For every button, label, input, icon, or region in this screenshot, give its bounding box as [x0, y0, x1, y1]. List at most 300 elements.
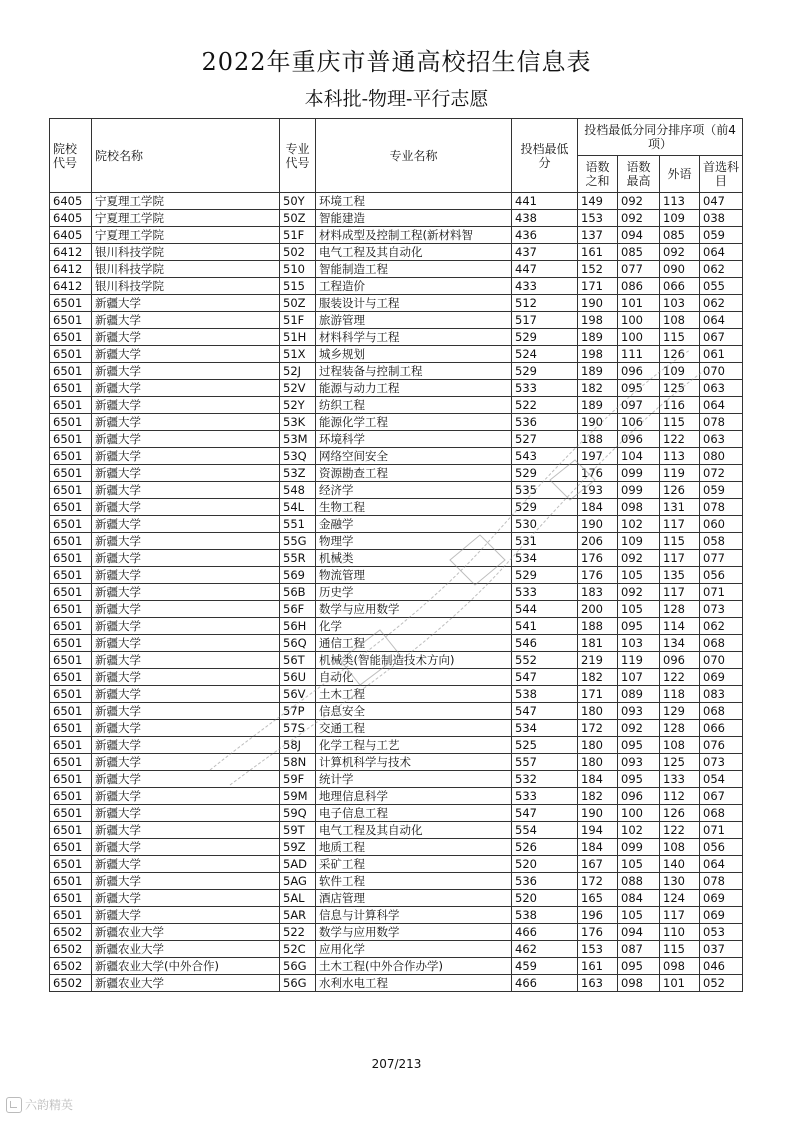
cell-yushu-max: 107: [618, 669, 660, 686]
cell-school-code: 6501: [50, 686, 92, 703]
cell-min-score: 526: [512, 839, 578, 856]
cell-school-name: 新疆大学: [92, 652, 280, 669]
cell-school-code: 6412: [50, 278, 92, 295]
cell-yushu-max: 094: [618, 924, 660, 941]
table-row: [50, 516, 743, 533]
cell-foreign-score: 118: [660, 686, 700, 703]
cell-yushu-max: 089: [618, 686, 660, 703]
cell-elective-score: 053: [700, 924, 743, 941]
cell-elective-score: 052: [700, 975, 743, 992]
cell-min-score: 520: [512, 856, 578, 873]
cell-major-name: 自动化: [316, 669, 512, 686]
cell-min-score: 547: [512, 805, 578, 822]
cell-foreign-score: 122: [660, 669, 700, 686]
cell-elective-score: 064: [700, 244, 743, 261]
cell-foreign-score: 131: [660, 499, 700, 516]
cell-yushu-sum: 198: [578, 312, 618, 329]
table-row: [50, 363, 743, 380]
cell-school-name: 新疆大学: [92, 856, 280, 873]
cell-yushu-max: 101: [618, 295, 660, 312]
cell-major-code: 57P: [280, 703, 316, 720]
cell-min-score: 520: [512, 890, 578, 907]
cell-yushu-sum: 182: [578, 380, 618, 397]
cell-yushu-sum: 190: [578, 516, 618, 533]
cell-min-score: 546: [512, 635, 578, 652]
cell-min-score: 436: [512, 227, 578, 244]
cell-foreign-score: 109: [660, 363, 700, 380]
cell-foreign-score: 126: [660, 346, 700, 363]
cell-major-code: 53Q: [280, 448, 316, 465]
cell-yushu-max: 092: [618, 193, 660, 210]
cell-school-code: 6501: [50, 890, 92, 907]
cell-school-name: 新疆大学: [92, 295, 280, 312]
cell-school-name: 新疆大学: [92, 788, 280, 805]
cell-major-code: 50Z: [280, 295, 316, 312]
cell-school-code: 6502: [50, 941, 92, 958]
cell-yushu-sum: 184: [578, 499, 618, 516]
cell-yushu-sum: 188: [578, 431, 618, 448]
cell-major-name: 过程装备与控制工程: [316, 363, 512, 380]
cell-yushu-sum: 206: [578, 533, 618, 550]
cell-major-name: 数学与应用数学: [316, 601, 512, 618]
cell-yushu-sum: 196: [578, 907, 618, 924]
table-row: [50, 771, 743, 788]
cell-school-code: 6501: [50, 839, 92, 856]
cell-major-code: 56V: [280, 686, 316, 703]
cell-school-code: 6501: [50, 346, 92, 363]
cell-yushu-sum: 194: [578, 822, 618, 839]
cell-yushu-max: 105: [618, 856, 660, 873]
cell-yushu-max: 092: [618, 584, 660, 601]
table-row: [50, 941, 743, 958]
cell-yushu-max: 102: [618, 516, 660, 533]
table-row: [50, 618, 743, 635]
cell-major-code: 59F: [280, 771, 316, 788]
page-title: 2022年重庆市普通高校招生信息表: [201, 48, 592, 76]
cell-foreign-score: 109: [660, 210, 700, 227]
cell-major-name: 资源勘查工程: [316, 465, 512, 482]
cell-elective-score: 037: [700, 941, 743, 958]
cell-foreign-score: 122: [660, 822, 700, 839]
cell-elective-score: 062: [700, 618, 743, 635]
table-row: [50, 227, 743, 244]
cell-school-name: 新疆大学: [92, 669, 280, 686]
cell-major-name: 物理学: [316, 533, 512, 550]
cell-foreign-score: 101: [660, 975, 700, 992]
cell-school-name: 新疆大学: [92, 584, 280, 601]
cell-school-name: 新疆大学: [92, 805, 280, 822]
table-row: [50, 380, 743, 397]
table-row: [50, 329, 743, 346]
cell-yushu-sum: 183: [578, 584, 618, 601]
cell-school-name: 新疆大学: [92, 346, 280, 363]
cell-elective-score: 070: [700, 363, 743, 380]
cell-min-score: 531: [512, 533, 578, 550]
cell-elective-score: 061: [700, 346, 743, 363]
cell-major-name: 能源与动力工程: [316, 380, 512, 397]
cell-elective-score: 070: [700, 652, 743, 669]
cell-major-code: 53K: [280, 414, 316, 431]
cell-elective-score: 069: [700, 890, 743, 907]
cell-school-name: 新疆大学: [92, 448, 280, 465]
cell-elective-score: 062: [700, 295, 743, 312]
cell-yushu-max: 094: [618, 227, 660, 244]
cell-school-name: 新疆大学: [92, 839, 280, 856]
table-row: [50, 975, 743, 992]
cell-foreign-score: 126: [660, 482, 700, 499]
cell-min-score: 538: [512, 907, 578, 924]
cell-min-score: 536: [512, 414, 578, 431]
cell-yushu-max: 092: [618, 720, 660, 737]
cell-foreign-score: 140: [660, 856, 700, 873]
cell-yushu-max: 098: [618, 499, 660, 516]
cell-school-name: 新疆大学: [92, 754, 280, 771]
header-yushu-max: 语数最高: [618, 156, 660, 193]
cell-major-code: 52V: [280, 380, 316, 397]
cell-yushu-max: 119: [618, 652, 660, 669]
cell-school-code: 6501: [50, 907, 92, 924]
cell-yushu-sum: 149: [578, 193, 618, 210]
cell-elective-score: 077: [700, 550, 743, 567]
table-row: [50, 890, 743, 907]
cell-elective-score: 056: [700, 839, 743, 856]
cell-school-code: 6501: [50, 533, 92, 550]
page-number: 207/213: [371, 1057, 422, 1071]
cell-major-code: 5AR: [280, 907, 316, 924]
cell-yushu-max: 099: [618, 482, 660, 499]
cell-yushu-sum: 165: [578, 890, 618, 907]
table-row: [50, 669, 743, 686]
cell-school-code: 6501: [50, 720, 92, 737]
table-body: [50, 193, 743, 992]
cell-school-name: 银川科技学院: [92, 278, 280, 295]
cell-major-code: 56B: [280, 584, 316, 601]
cell-foreign-score: 126: [660, 805, 700, 822]
header-major-name: 专业名称: [316, 119, 512, 193]
cell-yushu-sum: 184: [578, 771, 618, 788]
cell-major-name: 应用化学: [316, 941, 512, 958]
cell-foreign-score: 112: [660, 788, 700, 805]
table-row: [50, 686, 743, 703]
table-row: [50, 652, 743, 669]
cell-school-name: 新疆大学: [92, 431, 280, 448]
cell-major-code: 55G: [280, 533, 316, 550]
cell-elective-score: 066: [700, 720, 743, 737]
cell-major-code: 551: [280, 516, 316, 533]
cell-major-code: 56U: [280, 669, 316, 686]
table-row: [50, 754, 743, 771]
cell-foreign-score: 103: [660, 295, 700, 312]
cell-elective-score: 047: [700, 193, 743, 210]
cell-min-score: 529: [512, 465, 578, 482]
cell-min-score: 525: [512, 737, 578, 754]
cell-elective-score: 071: [700, 584, 743, 601]
cell-major-name: 化学工程与工艺: [316, 737, 512, 754]
cell-major-name: 材料成型及控制工程(新材料智: [316, 227, 512, 244]
cell-yushu-max: 105: [618, 601, 660, 618]
cell-major-code: 52J: [280, 363, 316, 380]
cell-elective-score: 078: [700, 414, 743, 431]
cell-foreign-score: 117: [660, 516, 700, 533]
cell-school-code: 6501: [50, 567, 92, 584]
cell-elective-score: 064: [700, 397, 743, 414]
cell-major-code: 51F: [280, 312, 316, 329]
cell-school-code: 6501: [50, 737, 92, 754]
cell-major-code: 56Q: [280, 635, 316, 652]
cell-school-name: 宁夏理工学院: [92, 210, 280, 227]
cell-min-score: 529: [512, 499, 578, 516]
cell-min-score: 533: [512, 584, 578, 601]
cell-min-score: 532: [512, 771, 578, 788]
cell-yushu-sum: 176: [578, 924, 618, 941]
cell-school-name: 新疆大学: [92, 703, 280, 720]
cell-major-name: 环境工程: [316, 193, 512, 210]
cell-min-score: 466: [512, 975, 578, 992]
cell-major-name: 通信工程: [316, 635, 512, 652]
cell-school-code: 6501: [50, 618, 92, 635]
cell-school-code: 6501: [50, 754, 92, 771]
cell-school-name: 新疆大学: [92, 363, 280, 380]
cell-major-name: 机械类: [316, 550, 512, 567]
cell-school-name: 宁夏理工学院: [92, 227, 280, 244]
cell-min-score: 533: [512, 380, 578, 397]
cell-major-code: 58N: [280, 754, 316, 771]
cell-yushu-sum: 182: [578, 669, 618, 686]
cell-yushu-sum: 172: [578, 873, 618, 890]
table-header: [50, 119, 743, 193]
cell-school-name: 新疆大学: [92, 550, 280, 567]
cell-yushu-sum: 198: [578, 346, 618, 363]
cell-school-code: 6501: [50, 465, 92, 482]
cell-elective-score: 067: [700, 788, 743, 805]
cell-elective-score: 046: [700, 958, 743, 975]
cell-yushu-max: 099: [618, 465, 660, 482]
cell-major-name: 电子信息工程: [316, 805, 512, 822]
cell-foreign-score: 085: [660, 227, 700, 244]
cell-school-name: 新疆大学: [92, 822, 280, 839]
cell-school-code: 6412: [50, 261, 92, 278]
cell-min-score: 552: [512, 652, 578, 669]
cell-major-name: 水利水电工程: [316, 975, 512, 992]
cell-yushu-max: 096: [618, 788, 660, 805]
cell-major-code: 56H: [280, 618, 316, 635]
cell-major-code: 548: [280, 482, 316, 499]
cell-school-code: 6501: [50, 312, 92, 329]
cell-yushu-max: 105: [618, 907, 660, 924]
cell-foreign-score: 090: [660, 261, 700, 278]
table-row: [50, 278, 743, 295]
cell-school-name: 新疆大学: [92, 771, 280, 788]
cell-major-name: 经济学: [316, 482, 512, 499]
cell-elective-score: 080: [700, 448, 743, 465]
table-row: [50, 346, 743, 363]
cell-school-name: 新疆大学: [92, 397, 280, 414]
cell-yushu-max: 100: [618, 805, 660, 822]
cell-major-name: 电气工程及其自动化: [316, 244, 512, 261]
cell-school-name: 新疆大学: [92, 414, 280, 431]
cell-major-code: 53M: [280, 431, 316, 448]
cell-foreign-score: 116: [660, 397, 700, 414]
cell-foreign-score: 130: [660, 873, 700, 890]
cell-min-score: 541: [512, 618, 578, 635]
table-row: [50, 635, 743, 652]
cell-elective-score: 068: [700, 635, 743, 652]
cell-foreign-score: 119: [660, 465, 700, 482]
cell-elective-score: 076: [700, 737, 743, 754]
cell-foreign-score: 134: [660, 635, 700, 652]
cell-school-name: 新疆大学: [92, 499, 280, 516]
cell-min-score: 447: [512, 261, 578, 278]
cell-school-code: 6501: [50, 822, 92, 839]
table-row: [50, 261, 743, 278]
cell-yushu-max: 111: [618, 346, 660, 363]
cell-elective-score: 073: [700, 601, 743, 618]
cell-min-score: 530: [512, 516, 578, 533]
cell-foreign-score: 108: [660, 839, 700, 856]
cell-major-code: 5AL: [280, 890, 316, 907]
cell-school-code: 6501: [50, 652, 92, 669]
cell-foreign-score: 114: [660, 618, 700, 635]
cell-min-score: 512: [512, 295, 578, 312]
cell-major-name: 历史学: [316, 584, 512, 601]
cell-major-code: 53Z: [280, 465, 316, 482]
cell-school-name: 新疆大学: [92, 465, 280, 482]
cell-school-code: 6501: [50, 703, 92, 720]
cell-major-name: 地质工程: [316, 839, 512, 856]
cell-school-code: 6501: [50, 295, 92, 312]
table-row: [50, 703, 743, 720]
cell-major-name: 金融学: [316, 516, 512, 533]
cell-school-code: 6501: [50, 805, 92, 822]
cell-min-score: 535: [512, 482, 578, 499]
cell-yushu-max: 102: [618, 822, 660, 839]
cell-elective-score: 038: [700, 210, 743, 227]
cell-yushu-sum: 153: [578, 941, 618, 958]
cell-school-name: 新疆农业大学: [92, 941, 280, 958]
cell-school-name: 新疆大学: [92, 533, 280, 550]
cell-school-name: 新疆大学: [92, 567, 280, 584]
cell-school-name: 新疆大学: [92, 686, 280, 703]
cell-school-name: 新疆大学: [92, 380, 280, 397]
cell-major-name: 工程造价: [316, 278, 512, 295]
table-row: [50, 414, 743, 431]
cell-major-code: 522: [280, 924, 316, 941]
cell-major-name: 生物工程: [316, 499, 512, 516]
cell-min-score: 557: [512, 754, 578, 771]
cell-school-name: 宁夏理工学院: [92, 193, 280, 210]
cell-elective-score: 071: [700, 822, 743, 839]
table-row: [50, 856, 743, 873]
cell-school-code: 6501: [50, 601, 92, 618]
cell-foreign-score: 125: [660, 754, 700, 771]
cell-major-code: 56T: [280, 652, 316, 669]
cell-min-score: 533: [512, 788, 578, 805]
cell-school-name: 新疆农业大学: [92, 924, 280, 941]
cell-elective-score: 064: [700, 856, 743, 873]
table-row: [50, 312, 743, 329]
cell-yushu-sum: 137: [578, 227, 618, 244]
cell-school-name: 新疆农业大学: [92, 975, 280, 992]
cell-min-score: 522: [512, 397, 578, 414]
cell-major-code: 57S: [280, 720, 316, 737]
cell-elective-score: 072: [700, 465, 743, 482]
cell-yushu-sum: 172: [578, 720, 618, 737]
cell-yushu-sum: 171: [578, 686, 618, 703]
cell-yushu-sum: 181: [578, 635, 618, 652]
cell-min-score: 529: [512, 363, 578, 380]
cell-yushu-sum: 167: [578, 856, 618, 873]
cell-school-code: 6405: [50, 193, 92, 210]
cell-yushu-sum: 200: [578, 601, 618, 618]
cell-major-code: 54L: [280, 499, 316, 516]
cell-foreign-score: 124: [660, 890, 700, 907]
cell-major-name: 地理信息科学: [316, 788, 512, 805]
cell-yushu-max: 095: [618, 737, 660, 754]
cell-min-score: 433: [512, 278, 578, 295]
table-row: [50, 465, 743, 482]
cell-major-name: 城乡规划: [316, 346, 512, 363]
table-row: [50, 244, 743, 261]
table-row: [50, 210, 743, 227]
cell-foreign-score: 113: [660, 448, 700, 465]
cell-major-name: 土木工程(中外合作办学): [316, 958, 512, 975]
header-rank-group: 投档最低分同分排序项（前4项）: [578, 119, 743, 156]
table-row: [50, 720, 743, 737]
cell-yushu-max: 105: [618, 567, 660, 584]
cell-yushu-max: 098: [618, 975, 660, 992]
cell-major-code: 515: [280, 278, 316, 295]
cell-major-name: 旅游管理: [316, 312, 512, 329]
cell-yushu-max: 109: [618, 533, 660, 550]
cell-major-name: 服装设计与工程: [316, 295, 512, 312]
cell-yushu-max: 106: [618, 414, 660, 431]
cell-foreign-score: 117: [660, 584, 700, 601]
cell-elective-score: 063: [700, 431, 743, 448]
cell-major-code: 5AG: [280, 873, 316, 890]
cell-school-name: 新疆大学: [92, 737, 280, 754]
table-row: [50, 805, 743, 822]
cell-major-code: 569: [280, 567, 316, 584]
cell-elective-score: 083: [700, 686, 743, 703]
cell-yushu-max: 092: [618, 210, 660, 227]
cell-major-code: 510: [280, 261, 316, 278]
cell-major-name: 交通工程: [316, 720, 512, 737]
cell-school-name: 银川科技学院: [92, 261, 280, 278]
cell-school-code: 6501: [50, 788, 92, 805]
cell-yushu-max: 096: [618, 363, 660, 380]
table-row: [50, 873, 743, 890]
cell-min-score: 529: [512, 567, 578, 584]
header-school-name: 院校名称: [92, 119, 280, 193]
cell-school-name: 新疆大学: [92, 890, 280, 907]
cell-school-name: 新疆大学: [92, 312, 280, 329]
table-row: [50, 397, 743, 414]
cell-foreign-score: 125: [660, 380, 700, 397]
cell-min-score: 534: [512, 720, 578, 737]
brand-watermark: [6, 1096, 73, 1113]
cell-major-code: 59Z: [280, 839, 316, 856]
cell-major-code: 52C: [280, 941, 316, 958]
cell-yushu-max: 095: [618, 958, 660, 975]
cell-school-code: 6501: [50, 873, 92, 890]
cell-yushu-max: 095: [618, 771, 660, 788]
cell-major-name: 统计学: [316, 771, 512, 788]
cell-major-code: 56F: [280, 601, 316, 618]
header-yushu-sum: 语数之和: [578, 156, 618, 193]
brand-name: 六韵精英: [25, 1098, 74, 1112]
cell-yushu-sum: 180: [578, 703, 618, 720]
table-row: [50, 550, 743, 567]
